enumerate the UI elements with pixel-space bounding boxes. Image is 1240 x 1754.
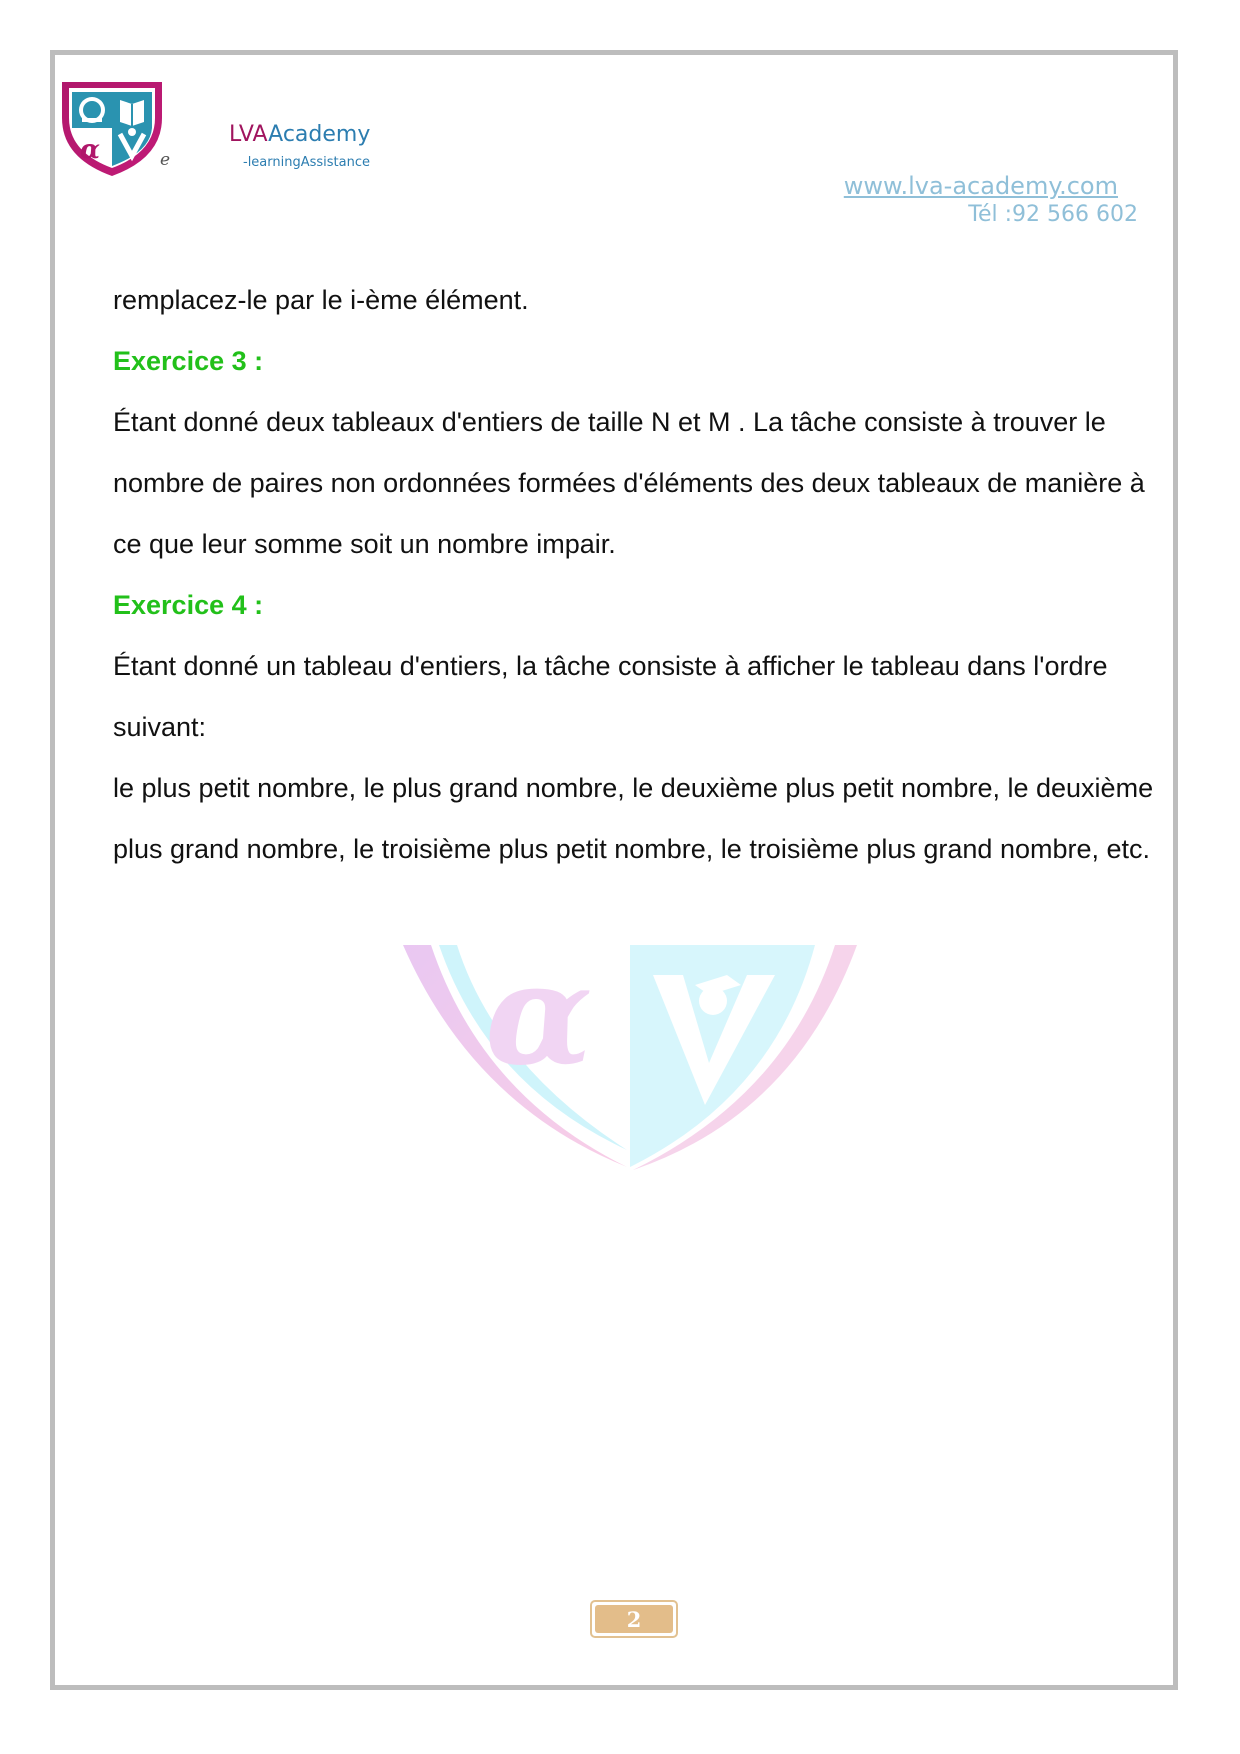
lva-shield-logo-icon xyxy=(58,78,166,178)
brand-tagline: -learningAssistance xyxy=(243,155,370,170)
page-number-badge xyxy=(590,1600,678,1638)
brand-name xyxy=(229,122,370,148)
exercise-3-heading: Exercice 3 : xyxy=(113,346,264,376)
brand-lva: LVA xyxy=(229,122,269,147)
website-link[interactable]: www.lva-academy.com xyxy=(843,172,1118,200)
phone-number: Tél :92 566 602 xyxy=(968,202,1138,227)
logo-letter: e xyxy=(160,150,171,170)
lva-shield-watermark-icon xyxy=(395,945,865,1170)
svg-text:α: α xyxy=(80,135,101,165)
exercise-4-heading: Exercice 4 : xyxy=(113,590,264,620)
exercise-4-paragraph-1: Étant donné un tableau d'entiers, la tâche consiste à afficher le tableau dans l'ordre suivant: xyxy=(113,651,1108,742)
exercise-4-paragraph-2: le plus petit nombre, le plus grand nombre, le deuxième plus petit nombre, le deuxième plus grand nombre, le troisième plus petit nombre, le troisième plus grand nombre, etc. xyxy=(113,773,1154,864)
exercise-3-paragraph: Étant donné deux tableaux d'entiers de taille N et M . La tâche consiste à trouver le nombre de paires non ordonnées formées d'éléments des deux tableaux de manière à ce que leur somme soit un nombre impair. xyxy=(113,407,1145,559)
page-number: 2 xyxy=(595,1605,673,1633)
brand-academy: Academy xyxy=(268,122,371,147)
document-body xyxy=(113,270,1163,880)
svg-text:α: α xyxy=(485,945,593,1097)
intro-line: remplacez-le par le i-ème élément. xyxy=(113,285,529,315)
